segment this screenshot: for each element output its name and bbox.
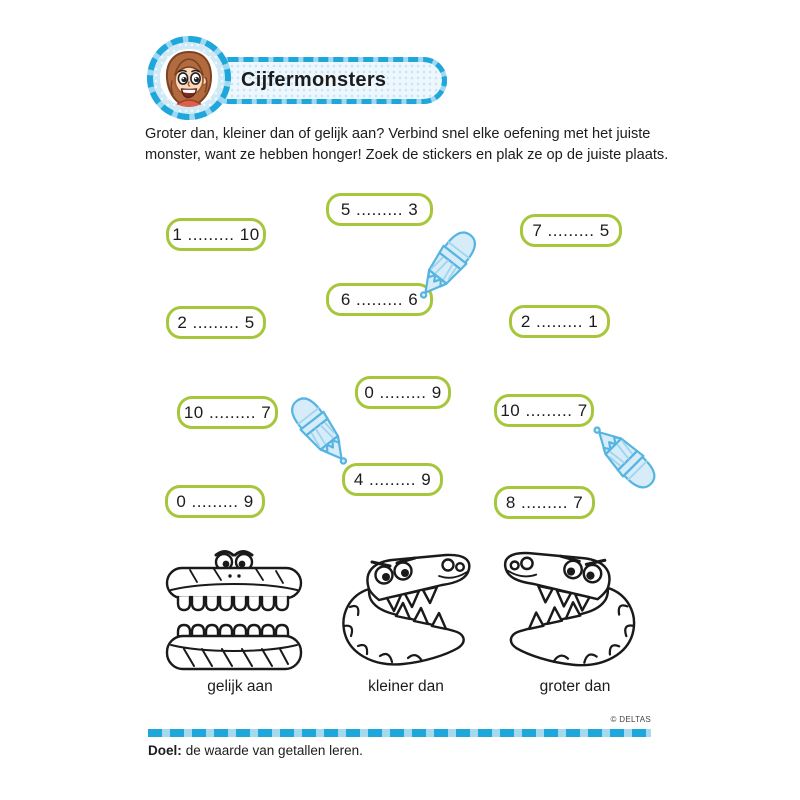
title-banner	[205, 57, 447, 104]
exercise-box-10-7-right: 10 ......... 7	[494, 394, 594, 427]
croc-mouth-less-than-icon	[334, 550, 476, 674]
exercise-box-4-9: 4 ......... 9	[342, 463, 443, 496]
instruction-text	[145, 124, 670, 166]
exercise-box-1-10: 1 ......... 10	[166, 218, 266, 251]
monster-label-less-than: kleiner dan	[368, 678, 444, 695]
page-title: Cijfermonsters	[241, 69, 387, 91]
goal-text: de waarde van getallen leren.	[185, 743, 363, 758]
exercise-box-8-7: 8 ......... 7	[494, 486, 595, 519]
monster-label-greater-than: groter dan	[539, 678, 611, 695]
exercise-box-6-6: 6 ......... 6	[326, 283, 433, 316]
exercise-box-10-7-left: 10 ......... 7	[177, 396, 278, 429]
exercise-box-2-1: 2 ......... 1	[509, 305, 610, 338]
exercise-box-7-5: 7 ......... 5	[520, 214, 622, 247]
header-badge	[147, 36, 231, 120]
goal-line	[148, 743, 363, 758]
exercise-box-0-9-mid: 0 ......... 9	[355, 376, 451, 409]
exercise-box-0-9-left: 0 ......... 9	[165, 485, 265, 518]
girl-face-icon	[160, 49, 218, 107]
exercise-box-5-3: 5 ......... 3	[326, 193, 433, 226]
croc-mouth-equal-icon	[164, 548, 304, 672]
instruction-line-2: monster, want ze hebben honger! Zoek de stickers en plak ze op de juiste plaats.	[145, 147, 669, 163]
copyright-text: © DELTAS	[610, 715, 651, 724]
goal-label: Doel:	[148, 743, 182, 758]
striped-divider	[148, 729, 651, 737]
croc-mouth-greater-than-icon	[498, 548, 644, 675]
exercise-box-2-5: 2 ......... 5	[166, 306, 266, 339]
instruction-line-1: Groter dan, kleiner dan of gelijk aan? Verbind snel elke oefening met het juiste	[145, 126, 651, 142]
blue-crayon-icon	[577, 410, 670, 503]
monster-label-equal: gelijk aan	[207, 678, 273, 695]
